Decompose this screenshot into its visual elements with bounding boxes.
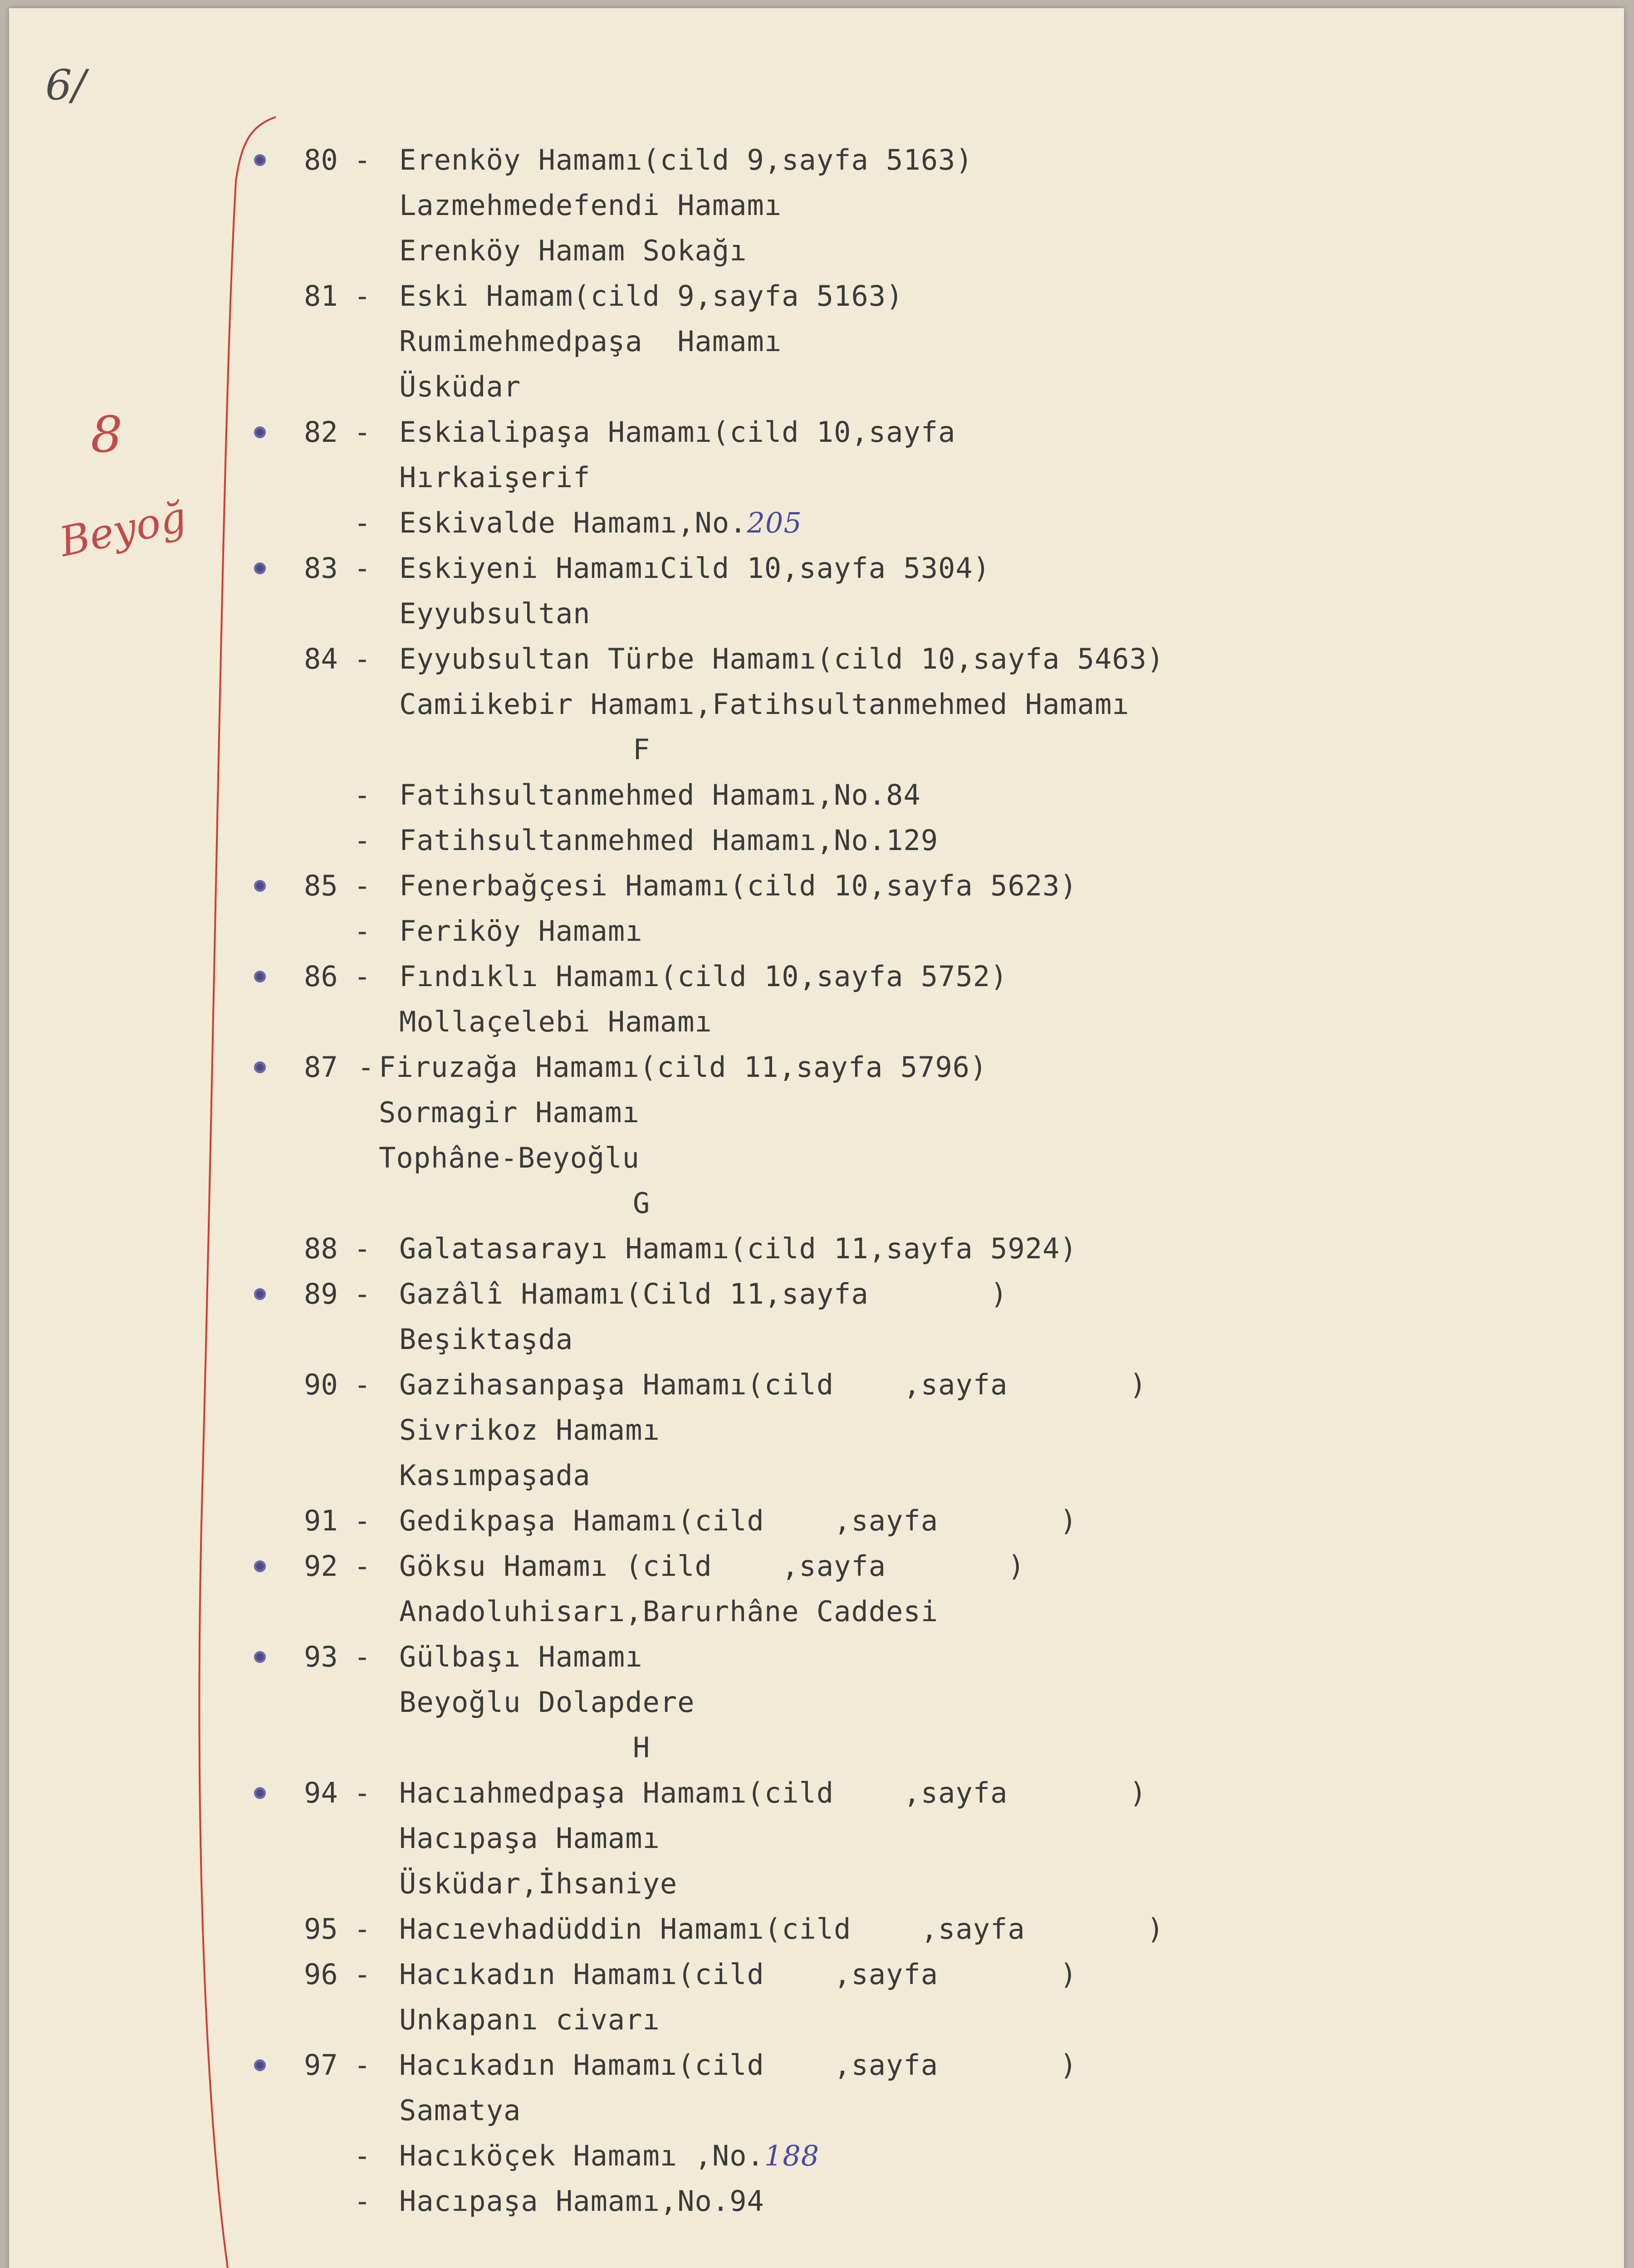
entry-detail <box>399 326 782 357</box>
entry-title <box>399 1369 1147 1401</box>
entry-text: Unkapanı civarı <box>399 2003 660 2036</box>
entry-dash: - <box>354 1912 371 1945</box>
entry-detail <box>399 1324 573 1355</box>
bullet-dot <box>254 880 266 892</box>
entry-dash: - <box>354 143 371 176</box>
entry-dash: - <box>354 960 371 993</box>
entry-dash: - <box>354 1277 371 1310</box>
entry-number: 93 <box>304 1640 338 1673</box>
entry-title <box>399 1959 1077 1990</box>
entry-text: Hacıkadın Hamamı(cild ,sayfa ) <box>399 2048 1077 2082</box>
entry-text: Camiikebir Hamamı,Fatihsultanmehmed Hamamı <box>399 688 1130 721</box>
entry-title <box>399 144 973 176</box>
entry-text: Fenerbağçesi Hamamı(cild 10,sayfa 5623) <box>399 869 1077 902</box>
page-number: 6/ <box>45 61 86 109</box>
entry-number: 84 <box>304 642 338 675</box>
entry-text: Hacıkadın Hamamı(cild ,sayfa ) <box>399 1958 1077 1991</box>
entry-title <box>379 1051 987 1083</box>
margin-abbr-note: Beyoğ <box>55 493 191 567</box>
entry-title <box>399 1641 643 1673</box>
entry-detail <box>399 2095 521 2126</box>
entry-number: 86 <box>304 960 338 993</box>
entry-dash: - <box>354 1504 371 1537</box>
entry-text: Firuzağa Hamamı(cild 11,sayfa 5796) <box>379 1051 988 1084</box>
entry-title <box>399 1233 1077 1265</box>
entry-dash: - <box>354 869 371 902</box>
bullet-dot <box>254 154 266 166</box>
entry-detail <box>399 1823 660 1854</box>
entry-title <box>399 1550 1025 1582</box>
entry-text: Galatasarayı Hamamı(cild 11,sayfa 5924) <box>399 1232 1077 1265</box>
entry-number: 97 <box>304 2048 338 2082</box>
entry-number: 90 <box>304 1368 338 1401</box>
entry-text: Hırkaişerif <box>399 461 591 494</box>
entry-number: 94 <box>304 1776 338 1809</box>
entry-text: Eyyubsultan Türbe Hamamı(cild 10,sayfa 5463) <box>399 642 1164 675</box>
section-letter: G <box>633 1187 650 1220</box>
entry-number: 96 <box>304 1958 338 1991</box>
entry-number: 87 <box>304 1051 338 1084</box>
entry-number: 88 <box>304 1232 338 1265</box>
entry-number: 92 <box>304 1549 338 1583</box>
entry-detail <box>399 779 921 811</box>
entry-dash: - <box>354 642 371 675</box>
entry-text: Göksu Hamamı (cild ,sayfa ) <box>399 1549 1025 1583</box>
entry-dash: - <box>354 2048 371 2082</box>
entry-dash: - <box>354 279 371 313</box>
margin-count-note: 8 <box>91 406 122 464</box>
entry-detail <box>399 1006 712 1038</box>
document-page <box>9 8 1624 2268</box>
entry-text: Üsküdar <box>399 370 521 403</box>
entry-text: Rumimehmedpaşa Hamamı <box>399 325 782 358</box>
entry-dash: - <box>354 1776 371 1809</box>
entry-number: 82 <box>304 415 338 449</box>
entry-number: 81 <box>304 279 338 313</box>
entry-title <box>399 1278 1008 1310</box>
entry-text: Eyyubsultan <box>399 597 591 630</box>
entry-detail <box>399 689 1130 720</box>
entry-text: Sormagir Hamamı <box>379 1096 640 1129</box>
entry-text: Gedikpaşa Hamamı(cild ,sayfa ) <box>399 1504 1077 1537</box>
entry-title <box>399 870 1077 902</box>
entry-detail <box>399 371 521 403</box>
entry-title <box>399 961 1008 992</box>
entry-dash: - <box>354 1549 371 1583</box>
entry-detail <box>399 2004 660 2036</box>
entry-dash: - <box>354 2139 371 2172</box>
entry-title <box>399 1777 1147 1809</box>
entry-dash: - <box>354 1640 371 1673</box>
section-letter: F <box>633 733 650 766</box>
entry-detail <box>399 825 938 856</box>
entry-text: Feriköy Hamamı <box>399 914 643 948</box>
bullet-dot <box>254 426 266 438</box>
bullet-dot <box>254 562 266 574</box>
entry-text: Erenköy Hamam Sokağı <box>399 234 747 267</box>
entry-detail <box>399 1868 677 1900</box>
entry-text: Beyoğlu Dolapdere <box>399 1686 695 1719</box>
entry-text: Sivrikoz Hamamı <box>399 1413 660 1447</box>
entry-text: Gazihasanpaşa Hamamı(cild ,sayfa ) <box>399 1368 1147 1401</box>
entry-dash: - <box>354 824 371 857</box>
entry-number: 85 <box>304 869 338 902</box>
bullet-dot <box>254 1288 266 1300</box>
entry-detail <box>399 915 643 947</box>
entry-detail <box>399 1596 938 1628</box>
entry-text: Hacıevhadüddin Hamamı(cild ,sayfa ) <box>399 1912 1164 1945</box>
entry-number: 80 <box>304 143 338 176</box>
bullet-dot <box>254 1560 266 1572</box>
entry-dash: - <box>354 506 371 539</box>
entry-detail <box>379 1142 640 1174</box>
entry-dash: - <box>354 778 371 811</box>
entry-detail <box>399 462 591 494</box>
entry-text: Eskivalde Hamamı,No. <box>399 506 747 539</box>
entry-text: Hacıahmedpaşa Hamamı(cild ,sayfa ) <box>399 1776 1147 1809</box>
entry-detail <box>399 1460 591 1491</box>
entry-text: Gülbaşı Hamamı <box>399 1640 643 1673</box>
entry-detail <box>379 1097 640 1129</box>
section-letter: H <box>633 1731 650 1764</box>
entry-text: Gazâlî Hamamı(Cild 11,sayfa ) <box>399 1277 1008 1310</box>
entry-detail <box>399 507 802 539</box>
entry-title <box>399 416 955 448</box>
entry-number: 95 <box>304 1912 338 1945</box>
entry-dash: - <box>354 1368 371 1401</box>
bullet-dot <box>254 1061 266 1073</box>
entry-text: Erenköy Hamamı(cild 9,sayfa 5163) <box>399 143 973 176</box>
entry-number: 91 <box>304 1504 338 1537</box>
bullet-dot <box>254 1651 266 1663</box>
entry-title <box>399 2049 1077 2081</box>
bullet-dot <box>254 2059 266 2071</box>
entry-dash: - <box>354 2185 371 2218</box>
entry-text: Tophâne-Beyoğlu <box>379 1141 640 1174</box>
entry-dash: - <box>354 1232 371 1265</box>
bullet-dot <box>254 1787 266 1799</box>
entry-text: Hacıpaşa Hamamı <box>399 1822 660 1855</box>
entry-detail <box>399 598 591 630</box>
bullet-dot <box>254 971 266 982</box>
entry-text: Kasımpaşada <box>399 1459 591 1492</box>
entry-text: Eskialipaşa Hamamı(cild 10,sayfa <box>399 415 956 449</box>
entry-dash: - <box>354 1958 371 1991</box>
entry-number: 89 <box>304 1277 338 1310</box>
entry-detail <box>399 1414 660 1446</box>
entry-detail <box>399 190 782 221</box>
entry-text: Fatihsultanmehmed Hamamı,No.84 <box>399 778 921 811</box>
entry-text: Eski Hamam(cild 9,sayfa 5163) <box>399 279 904 313</box>
entry-text: Eskiyeni HamamıCild 10,sayfa 5304) <box>399 552 991 585</box>
entry-text: Samatya <box>399 2094 521 2127</box>
entry-dash: - <box>354 914 371 948</box>
entry-title <box>399 1913 1164 1945</box>
entry-detail <box>399 1686 695 1718</box>
entry-text: Lazmehmedefendi Hamamı <box>399 189 782 222</box>
entry-dash: - <box>354 415 371 449</box>
entry-detail <box>399 2185 764 2217</box>
entry-text: Fatihsultanmehmed Hamamı,No.129 <box>399 824 939 857</box>
entry-dash: - <box>354 552 371 585</box>
entry-detail <box>399 235 747 267</box>
entry-title <box>399 280 904 312</box>
entry-text: Üsküdar,İhsaniye <box>399 1867 678 1900</box>
handwritten-number: 205 <box>747 506 802 539</box>
entry-text: Beşiktaşda <box>399 1323 573 1356</box>
handwritten-number: 188 <box>764 2139 820 2172</box>
entry-title <box>399 1505 1077 1537</box>
entry-title <box>399 552 990 584</box>
entry-text: Hacıpaşa Hamamı,No.94 <box>399 2185 764 2218</box>
entry-title <box>399 643 1164 675</box>
entry-detail <box>399 2140 819 2172</box>
entry-text: Fındıklı Hamamı(cild 10,sayfa 5752) <box>399 960 1008 993</box>
entry-text: Mollaçelebi Hamamı <box>399 1005 712 1038</box>
entry-text: Hacıköçek Hamamı ,No. <box>399 2139 764 2172</box>
entry-text: Anadoluhisarı,Barurhâne Caddesi <box>399 1595 939 1628</box>
entry-number: 83 <box>304 552 338 585</box>
entry-dash: - <box>357 1051 375 1084</box>
